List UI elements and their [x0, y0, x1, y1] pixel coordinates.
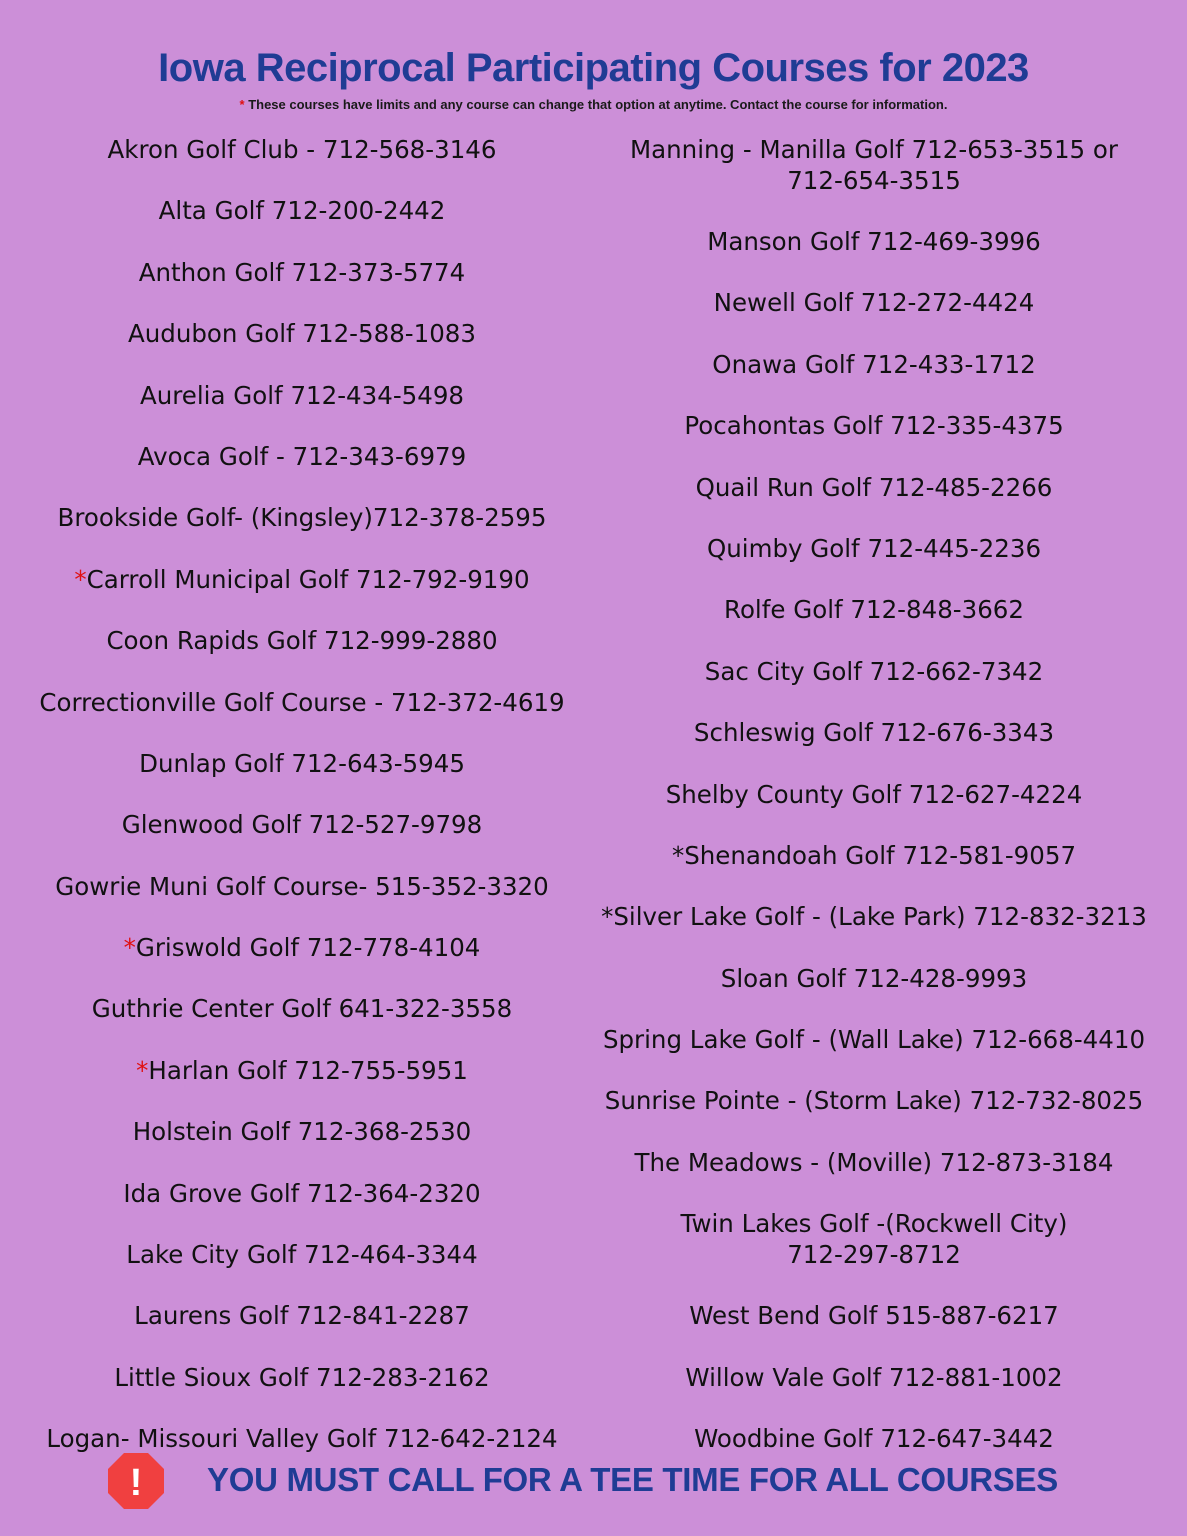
course-text: Correctionville Golf Course - 712-372-4619 — [39, 687, 565, 717]
course-item — [584, 1208, 1164, 1300]
limit-star: * — [74, 564, 87, 594]
course-text: Holstein Golf 712-368-2530 — [132, 1117, 472, 1147]
course-text: *Silver Lake Golf - (Lake Park) 712-832-3213 — [601, 902, 1147, 932]
course-text-line2: 712-297-8712 — [787, 1240, 961, 1270]
course-text: Anthon Golf 712-373-5774 — [138, 257, 466, 287]
course-item — [0, 318, 604, 379]
limit-star: * — [123, 933, 136, 963]
course-text: Rolfe Golf 712-848-3662 — [724, 595, 1024, 625]
course-item — [0, 1055, 604, 1116]
course-item — [0, 502, 604, 563]
course-item — [584, 963, 1164, 1024]
course-item — [0, 134, 604, 195]
course-text: Woodbine Golf 712-647-3442 — [694, 1424, 1054, 1454]
course-text: Twin Lakes Golf -(Rockwell City) — [680, 1209, 1068, 1239]
course-text: Coon Rapids Golf 712-999-2880 — [106, 626, 498, 656]
course-text: Akron Golf Club - 712-568-3146 — [107, 135, 497, 164]
course-list-right — [584, 134, 1164, 1484]
limits-note — [0, 97, 1187, 112]
course-text: Quail Run Golf 712-485-2266 — [695, 472, 1053, 502]
course-text: Dunlap Golf 712-643-5945 — [139, 748, 465, 778]
course-item — [0, 1239, 604, 1300]
course-text: *Shenandoah Golf 712-581-9057 — [671, 840, 1077, 870]
course-text: Shelby County Golf 712-627-4224 — [665, 779, 1083, 809]
course-item — [584, 656, 1164, 717]
course-text: Avoca Golf - 712-343-6979 — [137, 441, 467, 471]
course-item — [584, 533, 1164, 594]
course-text: Manning - Manilla Golf 712-653-3515 or — [629, 135, 1118, 164]
course-item — [584, 1362, 1164, 1423]
course-text: Quimby Golf 712-445-2236 — [706, 533, 1042, 563]
course-item — [0, 564, 604, 625]
note-text: These courses have limits and any course can change that option at anytime. Contact the course for information. — [244, 97, 948, 112]
course-text: Griswold Golf 712-778-4104 — [135, 933, 481, 963]
course-text: Newell Golf 712-272-4424 — [713, 288, 1035, 318]
course-text: Little Sioux Golf 712-283-2162 — [114, 1362, 490, 1392]
course-item — [584, 472, 1164, 533]
course-item — [584, 717, 1164, 778]
course-item — [584, 410, 1164, 471]
course-item — [0, 1362, 604, 1423]
course-text: Schleswig Golf 712-676-3343 — [693, 718, 1055, 748]
course-text: Spring Lake Golf - (Wall Lake) 712-668-4410 — [602, 1025, 1146, 1055]
course-item — [584, 779, 1164, 840]
course-item — [0, 1178, 604, 1239]
course-text: West Bend Golf 515-887-6217 — [689, 1301, 1059, 1331]
course-text: Ida Grove Golf 712-364-2320 — [123, 1178, 481, 1208]
limit-star: * — [136, 1055, 149, 1085]
tee-time-message: YOU MUST CALL FOR A TEE TIME FOR ALL COURSES — [207, 1461, 1058, 1498]
course-text: Gowrie Muni Golf Course- 515-352-3320 — [55, 871, 549, 901]
footer-callout — [0, 1451, 1187, 1511]
course-item — [0, 1116, 604, 1177]
course-text: Sunrise Pointe - (Storm Lake) 712-732-8025 — [604, 1086, 1144, 1116]
course-text: Aurelia Golf 712-434-5498 — [139, 380, 465, 410]
course-item — [584, 287, 1164, 348]
course-item — [584, 594, 1164, 655]
course-item — [584, 134, 1164, 226]
course-text: Lake City Golf 712-464-3344 — [126, 1240, 478, 1270]
course-text: Willow Vale Golf 712-881-1002 — [685, 1362, 1063, 1392]
course-text: Alta Golf 712-200-2442 — [158, 196, 446, 226]
course-item — [584, 226, 1164, 287]
course-text: Audubon Golf 712-588-1083 — [128, 319, 476, 349]
course-text: Logan- Missouri Valley Golf 712-642-2124 — [46, 1424, 558, 1454]
course-item — [0, 932, 604, 993]
course-text: Sac City Golf 712-662-7342 — [704, 656, 1044, 686]
course-item — [584, 840, 1164, 901]
course-text: Carroll Municipal Golf 712-792-9190 — [86, 564, 530, 594]
course-list-left — [0, 134, 604, 1485]
course-item — [584, 1300, 1164, 1361]
course-item — [0, 809, 604, 870]
course-item — [584, 1147, 1164, 1208]
course-text: Sloan Golf 712-428-9993 — [720, 963, 1028, 993]
course-item — [0, 993, 604, 1054]
svg-text:!: ! — [129, 1462, 143, 1504]
course-text: Guthrie Center Golf 641-322-3558 — [91, 994, 513, 1024]
course-item — [584, 901, 1164, 962]
note-star: * — [239, 97, 245, 112]
course-item — [0, 748, 604, 809]
course-text: Glenwood Golf 712-527-9798 — [121, 810, 483, 840]
course-text: Laurens Golf 712-841-2287 — [134, 1301, 470, 1331]
course-text: Manson Golf 712-469-3996 — [707, 227, 1041, 256]
course-item — [584, 1085, 1164, 1146]
course-text: Brookside Golf- (Kingsley)712-378-2595 — [57, 503, 547, 533]
course-item — [0, 1300, 604, 1361]
course-item — [0, 380, 604, 441]
course-text: Harlan Golf 712-755-5951 — [148, 1055, 468, 1085]
course-text: The Meadows - (Moville) 712-873-3184 — [634, 1147, 1114, 1177]
course-text: Pocahontas Golf 712-335-4375 — [684, 411, 1064, 441]
course-item — [0, 871, 604, 932]
course-item — [0, 195, 604, 256]
page-title: Iowa Reciprocal Participating Courses for 2023 — [158, 46, 1029, 90]
course-item — [0, 625, 604, 686]
course-item — [584, 1024, 1164, 1085]
course-item — [0, 687, 604, 748]
course-text-line2: 712-654-3515 — [787, 166, 961, 195]
course-item — [0, 441, 604, 502]
course-text: Onawa Golf 712-433-1712 — [712, 349, 1036, 379]
alert-icon — [106, 1451, 166, 1511]
course-item — [0, 257, 604, 318]
course-item — [584, 349, 1164, 410]
